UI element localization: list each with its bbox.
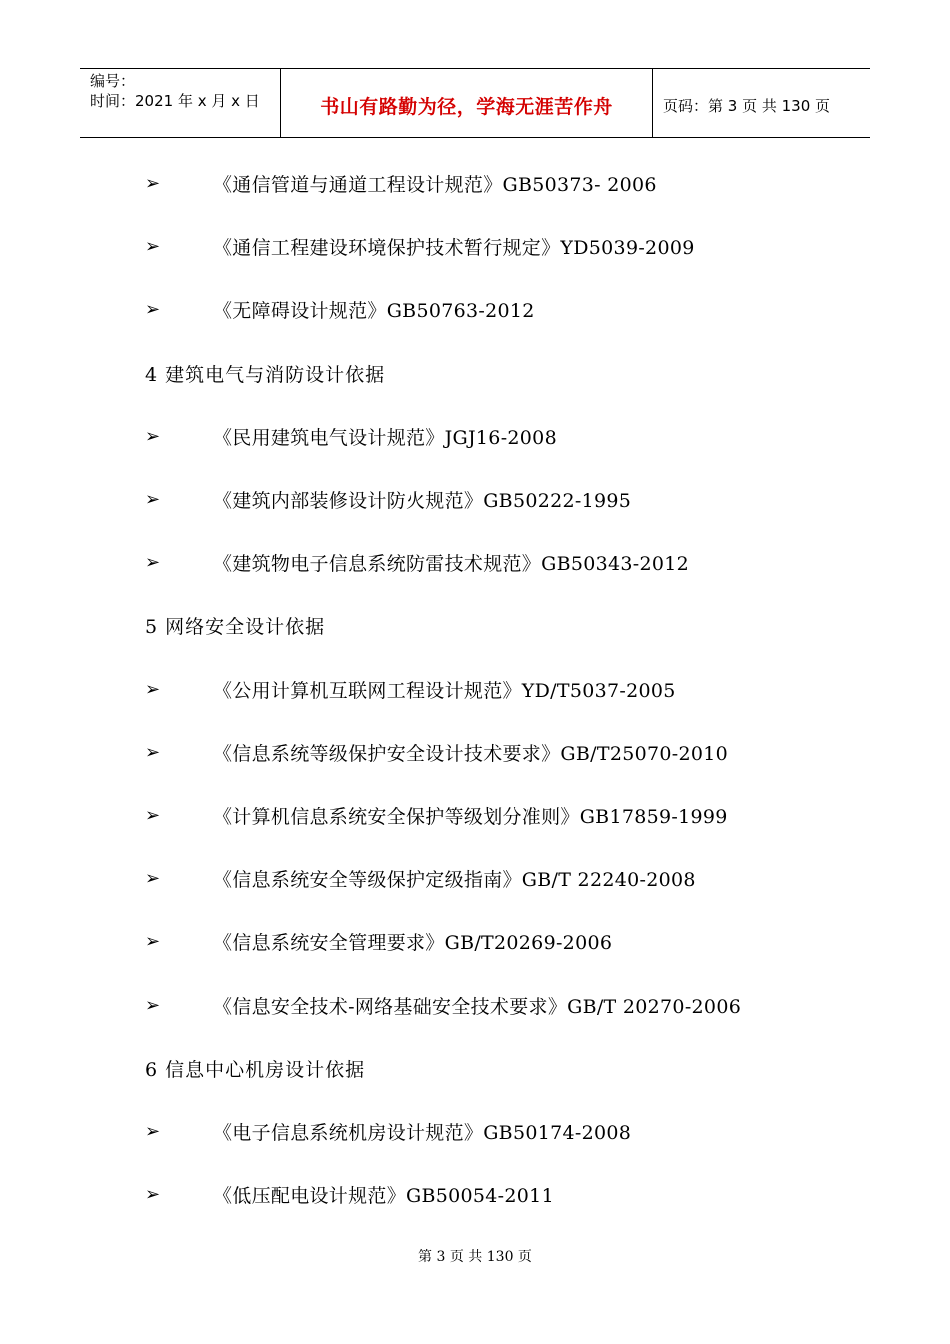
section-heading [145,1037,865,1100]
reference-text: 《建筑物电子信息系统防雷技术规范》GB50343-2012 [213,553,690,576]
arrow-bullet-icon: ➢ [145,994,161,1016]
reference-text: 《通信工程建设环境保护技术暂行规定》YD5039-2009 [213,237,695,260]
reference-item [145,721,865,784]
reference-item [145,531,865,594]
reference-item [145,973,865,1036]
reference-text: 《低压配电设计规范》GB50054-2011 [213,1185,554,1208]
document-body [145,152,865,1226]
reference-item [145,847,865,910]
header-motto: 书山有路勤为径，学海无涯苦作舟 [281,69,653,137]
page-footer: 第 3 页 共 130 页 [418,1249,532,1265]
arrow-bullet-icon: ➢ [145,804,161,826]
document-date: 时间：2021 年 x 月 x 日 [90,92,260,110]
section-heading [145,342,865,405]
reference-text: 《信息系统等级保护安全设计技术要求》GB/T25070-2010 [213,742,729,765]
reference-item [145,1100,865,1163]
reference-item [145,152,865,215]
header-page-info: 页码：第 3 页 共 130 页 [663,96,831,115]
reference-text: 《信息系统安全管理要求》GB/T20269-2006 [213,932,613,955]
reference-item [145,784,865,847]
arrow-bullet-icon: ➢ [145,173,161,195]
reference-text: 《电子信息系统机房设计规范》GB50174-2008 [213,1121,632,1144]
reference-item [145,468,865,531]
reference-text: 《通信管道与通道工程设计规范》GB50373- 2006 [213,174,657,197]
arrow-bullet-icon: ➢ [145,552,161,574]
reference-text: 《信息安全技术-网络基础安全技术要求》GB/T 20270-2006 [213,995,742,1018]
arrow-bullet-icon: ➢ [145,425,161,447]
header-meta [80,69,281,137]
reference-item [145,658,865,721]
reference-text: 《建筑内部装修设计防火规范》GB50222-1995 [213,490,632,513]
reference-text: 《民用建筑电气设计规范》JGJ16-2008 [213,426,557,449]
arrow-bullet-icon: ➢ [145,299,161,321]
reference-item [145,405,865,468]
arrow-bullet-icon: ➢ [145,489,161,511]
reference-text: 《无障碍设计规范》GB50763-2012 [213,300,535,323]
reference-text: 《公用计算机互联网工程设计规范》YD/T5037-2005 [213,679,676,702]
reference-text: 《计算机信息系统安全保护等级划分准则》GB17859-1999 [213,805,728,828]
arrow-bullet-icon: ➢ [145,1120,161,1142]
reference-item [145,215,865,278]
arrow-bullet-icon: ➢ [145,678,161,700]
arrow-bullet-icon: ➢ [145,236,161,258]
reference-item [145,1163,865,1226]
reference-item [145,910,865,973]
page-header [80,68,870,138]
arrow-bullet-icon: ➢ [145,1184,161,1206]
arrow-bullet-icon: ➢ [145,741,161,763]
document-number-label: 编号： [90,72,136,90]
section-heading-text: 4 建筑电气与消防设计依据 [145,363,386,386]
section-heading-text: 6 信息中心机房设计依据 [145,1058,366,1081]
arrow-bullet-icon: ➢ [145,868,161,890]
section-heading-text: 5 网络安全设计依据 [145,616,326,639]
reference-text: 《信息系统安全等级保护定级指南》GB/T 22240-2008 [213,869,696,892]
reference-item [145,278,865,341]
section-heading [145,594,865,657]
arrow-bullet-icon: ➢ [145,931,161,953]
